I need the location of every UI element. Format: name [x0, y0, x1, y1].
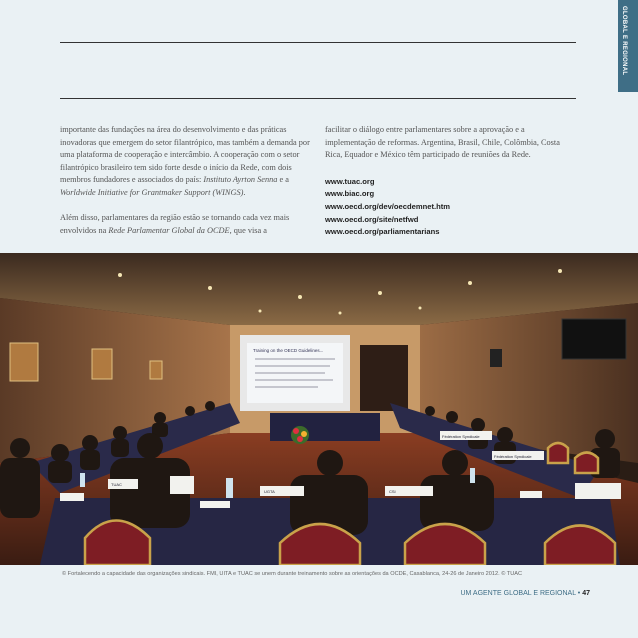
link-biac[interactable]: www.biac.org — [325, 189, 375, 199]
flower-centerpiece — [291, 426, 309, 444]
link-netfwd[interactable]: www.oecd.org/site/netfwd — [325, 214, 419, 224]
section-tab-label: GLOBAL E REGIONAL — [621, 6, 627, 76]
right-column — [325, 124, 577, 239]
page-footer — [460, 590, 590, 597]
screen-text: Training on the OECD Guidelines... — [253, 348, 324, 353]
conference-photo — [0, 253, 638, 565]
conference-photo-illustration — [0, 253, 638, 565]
ayrton-senna-name: Instituto Ayrton Senna — [203, 175, 278, 185]
left-column — [60, 124, 314, 250]
footer-title: UM AGENTE GLOBAL E REGIONAL — [460, 590, 576, 597]
left-paragraph-1: importante das fundações na área do desenvolvimento e das práticas inovadoras que emergem do setor filantrópico, mas também a demanda por uma plataforma de cooperação e intercâmbio. A cooperação com o setor filantrópico brasileiro tem sido forte desde o início da Rede, com dois membros fundadores e associados do país: Instituto Ayrton Senna e a Worldwide Initiative for Grantmaker Support (WINGS). — [60, 125, 310, 197]
name-plate-federation-2: Fédération Syndicale — [494, 454, 532, 459]
name-plate-federation-1: Fédération Syndicale — [442, 434, 480, 439]
right-paragraph-1: facilitar o diálogo entre parlamentares sobre a aprovação e a implementação de reformas. Argentina, Brasil, Chile, Colômbia, Costa Rica, Equador e México têm participado de reuniões da Rede. — [325, 125, 560, 160]
left-paragraph-2: Além disso, parlamentares da região estão se tornando cada vez mais envolvidos na Rede Parlamentar Global da OCDE, que visa a — [60, 213, 290, 235]
footer-separator: • — [575, 590, 583, 597]
name-plate-ugta: UGTA — [264, 489, 275, 494]
wings-name: Worldwide Initiative for Grantmaker Support (WINGS) — [60, 187, 244, 197]
link-parliamentarians[interactable]: www.oecd.org/parliamentarians — [325, 227, 440, 237]
link-tuac[interactable]: www.tuac.org — [325, 176, 375, 186]
links-list — [325, 176, 577, 239]
section-tab — [618, 0, 638, 92]
tv-monitor — [562, 319, 626, 359]
second-rule — [60, 98, 576, 99]
name-plate-tuac: TUAC — [111, 482, 122, 487]
speaker — [490, 349, 502, 367]
photo-caption: © Fortalecendo a capacidade das organizações sindicais. FMI, UITA e TUAC se unem durante treinamento sobre as orientações da OCDE, Casablanca, 24-26 de Janeiro 2012. © TUAC — [62, 571, 523, 577]
name-plate-csi: CSI — [389, 489, 396, 494]
page-number: 47 — [582, 590, 590, 597]
parliamentary-network-name: Rede Parlamentar Global da OCDE — [108, 225, 230, 235]
link-oecdemnet[interactable]: www.oecd.org/dev/oecdemnet.htm — [325, 201, 451, 211]
top-rule — [60, 42, 576, 43]
